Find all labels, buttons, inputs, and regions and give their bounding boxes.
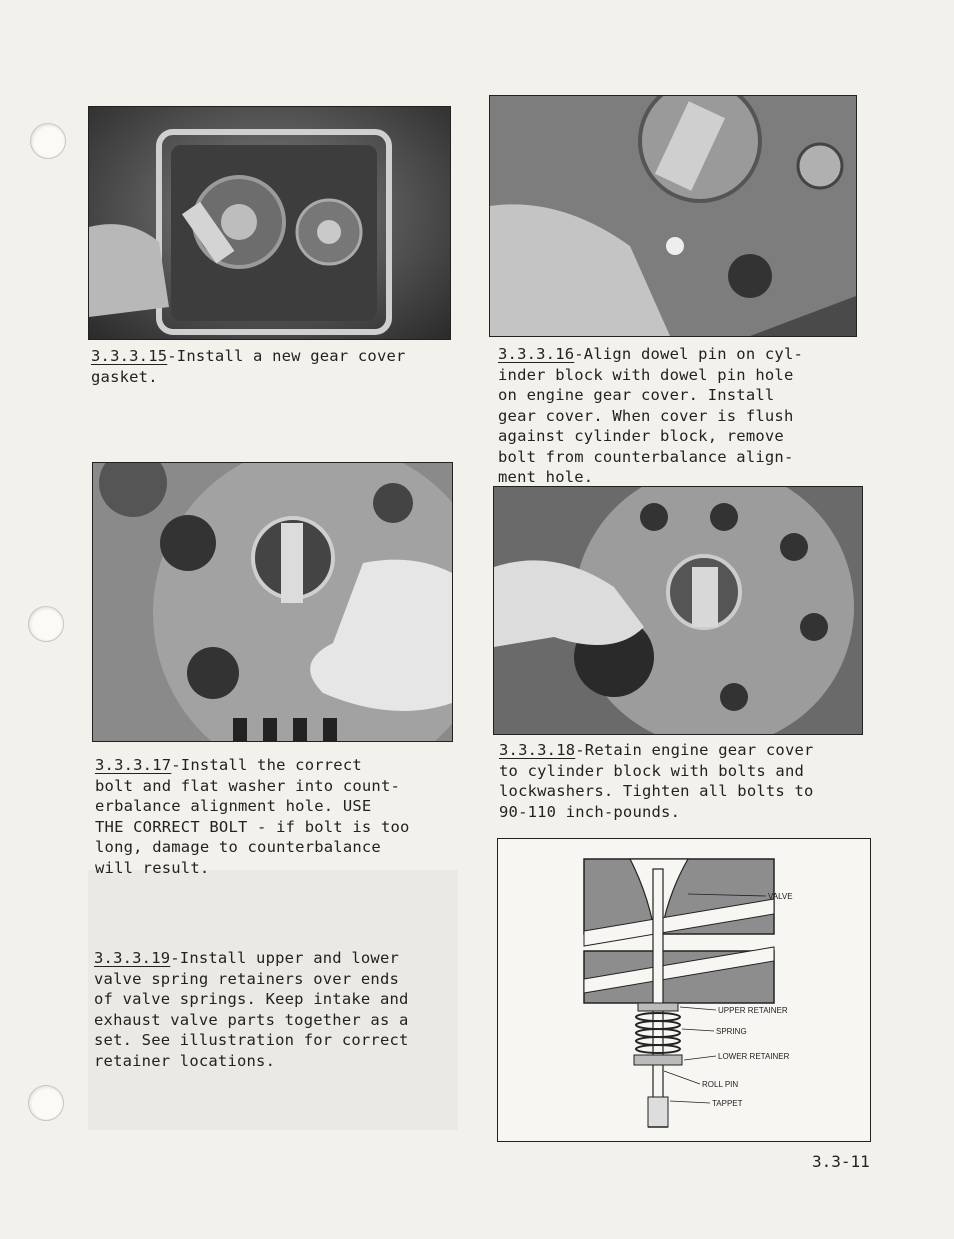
photo-install-correct-bolt	[92, 462, 453, 742]
page-number: 3.3-11	[812, 1152, 870, 1171]
photo-retain-gear-cover	[493, 486, 863, 735]
step-text: -Install upper and lower valve spring retainers over ends of valve springs. Keep intake and exhaust valve parts together as a set. See illustration for correct retainer locations.	[94, 949, 409, 1070]
tappet	[648, 1097, 668, 1127]
valve-guide-block	[584, 947, 774, 1003]
label-upper-retainer: UPPER RETAINER	[718, 1006, 788, 1015]
upper-retainer	[638, 1003, 678, 1011]
caption-3-3-3-19	[94, 948, 409, 1071]
caption-3-3-3-18	[499, 740, 814, 822]
photo-align-dowel-pin	[489, 95, 857, 337]
step-number: 3.3.3.17	[95, 756, 172, 774]
label-lower-retainer: LOWER RETAINER	[718, 1052, 790, 1061]
step-number: 3.3.3.15	[91, 347, 168, 365]
label-tappet: TAPPET	[712, 1099, 743, 1108]
step-text: -Align dowel pin on cyl- inder block with dowel pin hole on engine gear cover. Install gear cover. When cover is flush against cylinder block, remove bolt from counterbalance align- ment hole.	[498, 345, 804, 486]
caption-3-3-3-15	[91, 346, 406, 387]
step-number: 3.3.3.16	[498, 345, 575, 363]
label-spring: SPRING	[716, 1027, 747, 1036]
caption-3-3-3-17	[95, 755, 410, 878]
caption-3-3-3-16	[498, 344, 803, 488]
binder-hole-middle	[28, 606, 64, 642]
binder-hole-bottom	[28, 1085, 64, 1121]
binder-hole-top	[30, 123, 66, 159]
step-text: -Install a new gear cover gasket.	[91, 347, 406, 386]
label-valve: VALVE	[768, 892, 793, 901]
valve-retainer-illustration	[497, 838, 871, 1142]
lower-retainer	[634, 1055, 682, 1065]
step-text: -Install the correct bolt and flat washer into count- erbalance alignment hole. USE THE CORRECT BOLT - if bolt is too long, damage to counterbalance will result.	[95, 756, 410, 877]
photo-gear-cover-gasket	[88, 106, 451, 340]
step-number: 3.3.3.18	[499, 741, 576, 759]
step-text: -Retain engine gear cover to cylinder block with bolts and lockwashers. Tighten all bolts to 90-110 inch-pounds.	[499, 741, 814, 821]
step-number: 3.3.3.19	[94, 949, 171, 967]
label-roll-pin: ROLL PIN	[702, 1080, 739, 1089]
cylinder-head-block	[584, 859, 774, 946]
